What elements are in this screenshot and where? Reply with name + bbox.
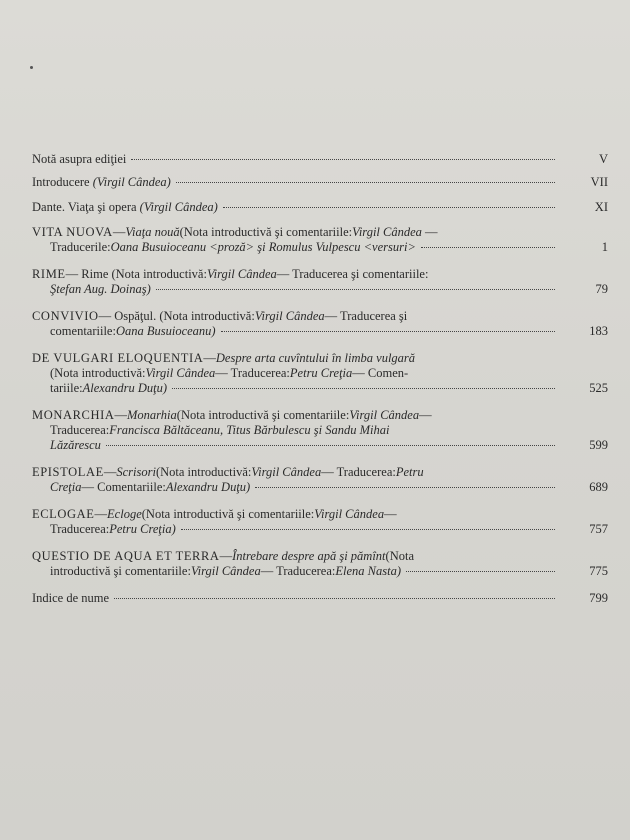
toc-entry-convivio: CONVIVIO — Ospăţul. (Nota introductivă: Virgil Cândea — Traducerea şi comentariile: Oana Busuioceanu) 183 <box>32 309 608 338</box>
toc-latin-title: VITA NUOVA <box>32 225 113 239</box>
toc-editor: Virgil Cândea <box>314 507 385 521</box>
dot-leader <box>421 246 555 248</box>
toc-entry-eclogae: ECLOGAE — Ecloge (Nota introductivă şi comentariile: Virgil Cândea — Traducerea: Petru Creţia) 757 <box>32 507 608 536</box>
toc-title: Dante. Viaţa şi opera <box>32 200 137 214</box>
toc-entry-rime: RIME — Rime (Nota introductivă: Virgil Cândea — Traducerea şi comentariile: Ştefan Aug. Doinaş) 79 <box>32 267 608 296</box>
dot-leader <box>114 597 555 599</box>
toc-editor: Virgil Cândea <box>251 465 322 479</box>
toc-translated-title: Ecloge <box>107 507 142 521</box>
dot-leader <box>176 181 555 183</box>
toc-title: Introducere <box>32 175 90 189</box>
toc-latin-title: ECLOGAE <box>32 507 95 521</box>
toc-page-number: 775 <box>589 564 608 578</box>
toc-translator-cont: Creţia <box>50 480 82 494</box>
toc-translator: Petru Creţia) <box>109 522 176 536</box>
toc-entry-de-vulgari-eloquentia: DE VULGARI ELOQUENTIA — Despre arta cuvîntului în limba vulgară (Nota introductivă: Virgil Cândea — Traducerea: Petru Creţia — Comen- tariile: Alexandru Duţu) 525 <box>32 351 608 395</box>
toc-entry-monarchia: MONARCHIA — Monarhia (Nota introductivă şi comentariile: Virgil Cândea — Traducerea: Francisca Băltăceanu, Titus Bărbulescu şi Sandu Mihai Lăzărescu 599 <box>32 408 608 452</box>
toc-translators: Francisca Băltăceanu, Titus Bărbulescu şi Sandu Mihai <box>109 423 390 437</box>
toc-page-number: 1 <box>601 240 608 254</box>
toc-translator: Oana Busuioceanu) <box>115 324 216 338</box>
toc-translator: Ştefan Aug. Doinaş) <box>50 282 151 296</box>
toc-entry-introduction <box>32 175 608 190</box>
toc-translators: Oana Busuioceanu <proză> şi Romulus Vulpescu <versuri> <box>110 240 416 254</box>
toc-entry-dante-life <box>32 200 608 215</box>
dot-leader <box>172 387 555 389</box>
toc-latin-title: DE VULGARI ELOQUENTIA <box>32 351 204 365</box>
dot-leader <box>106 444 555 446</box>
toc-translator: Elena Nasta) <box>335 564 401 578</box>
toc-entry-epistolae: EPISTOLAE — Scrisori (Nota introductivă: Virgil Cândea — Traducerea: Petru Creţia — Comentariile: Alexandru Duţu) 689 <box>32 465 608 494</box>
toc-page-number: XI <box>594 200 608 214</box>
toc-translator-cont: Lăzărescu <box>50 438 101 452</box>
toc-author: (Virgil Cândea) <box>92 175 171 189</box>
toc-page-number: 525 <box>589 381 608 395</box>
toc-translated-title: Despre arta cuvîntului în limba vulgară <box>215 351 416 365</box>
toc-page-number: 689 <box>589 480 608 494</box>
toc-entry-vita-nuova: VITA NUOVA — Viaţa nouă (Nota introductivă şi comentariile: Virgil Cândea — Traducerile: Oana Busuioceanu <proză> şi Romulus Vulpescu <versuri> 1 <box>32 225 608 254</box>
toc-latin-title: RIME <box>32 267 66 281</box>
toc-page-number: V <box>598 152 608 166</box>
toc-editor: Virgil Cândea <box>349 408 420 422</box>
dot-leader <box>131 158 555 160</box>
toc-author: (Virgil Cândea) <box>139 200 218 214</box>
dot-leader <box>181 528 555 530</box>
dot-leader <box>156 288 555 290</box>
toc-editor: Virgil Cândea <box>254 309 325 323</box>
table-of-contents <box>32 152 608 618</box>
toc-translated-title: Întrebare despre apă şi pămînt <box>232 549 386 563</box>
toc-latin-title: QUESTIO DE AQUA ET TERRA <box>32 549 220 563</box>
toc-page-number: 757 <box>589 522 608 536</box>
toc-editor: Virgil Cândea <box>352 225 422 239</box>
toc-commentator: Alexandru Duţu) <box>165 480 251 494</box>
toc-page-number: 599 <box>589 438 608 452</box>
toc-latin-title: CONVIVIO <box>32 309 99 323</box>
dot-leader <box>255 486 555 488</box>
toc-latin-title: MONARCHIA <box>32 408 115 422</box>
toc-translator: Petru Creţia <box>289 366 353 380</box>
toc-entry-editorial-note <box>32 152 608 167</box>
toc-page-number: VII <box>590 175 608 189</box>
toc-translated-title: Scrisori <box>116 465 156 479</box>
toc-translator: Petru <box>395 465 424 479</box>
toc-title: Indice de nume <box>32 591 110 605</box>
toc-translated-title: Viaţa nouă <box>125 225 180 239</box>
dot-leader <box>223 206 555 208</box>
toc-title: Notă asupra ediţiei <box>32 152 127 166</box>
toc-editor: Virgil Cândea <box>190 564 261 578</box>
dot-leader <box>406 570 555 572</box>
toc-page-number: 79 <box>595 282 608 296</box>
toc-editor: Virgil Cândea <box>145 366 216 380</box>
toc-entry-questio: QUESTIO DE AQUA ET TERRA — Întrebare despre apă şi pămînt (Nota introductivă şi comentariile: Virgil Cândea — Traducerea: Elena Nasta) 775 <box>32 549 608 578</box>
toc-latin-title: EPISTOLAE <box>32 465 104 479</box>
toc-entry-name-index <box>32 591 608 606</box>
toc-page-number: 183 <box>589 324 608 338</box>
toc-page-number: 799 <box>589 591 608 605</box>
toc-commentator: Alexandru Duţu) <box>82 381 167 395</box>
toc-translated-title: Monarhia <box>127 408 177 422</box>
dot-leader <box>221 330 555 332</box>
toc-editor: Virgil Cândea <box>206 267 277 281</box>
page-speck <box>30 66 33 69</box>
